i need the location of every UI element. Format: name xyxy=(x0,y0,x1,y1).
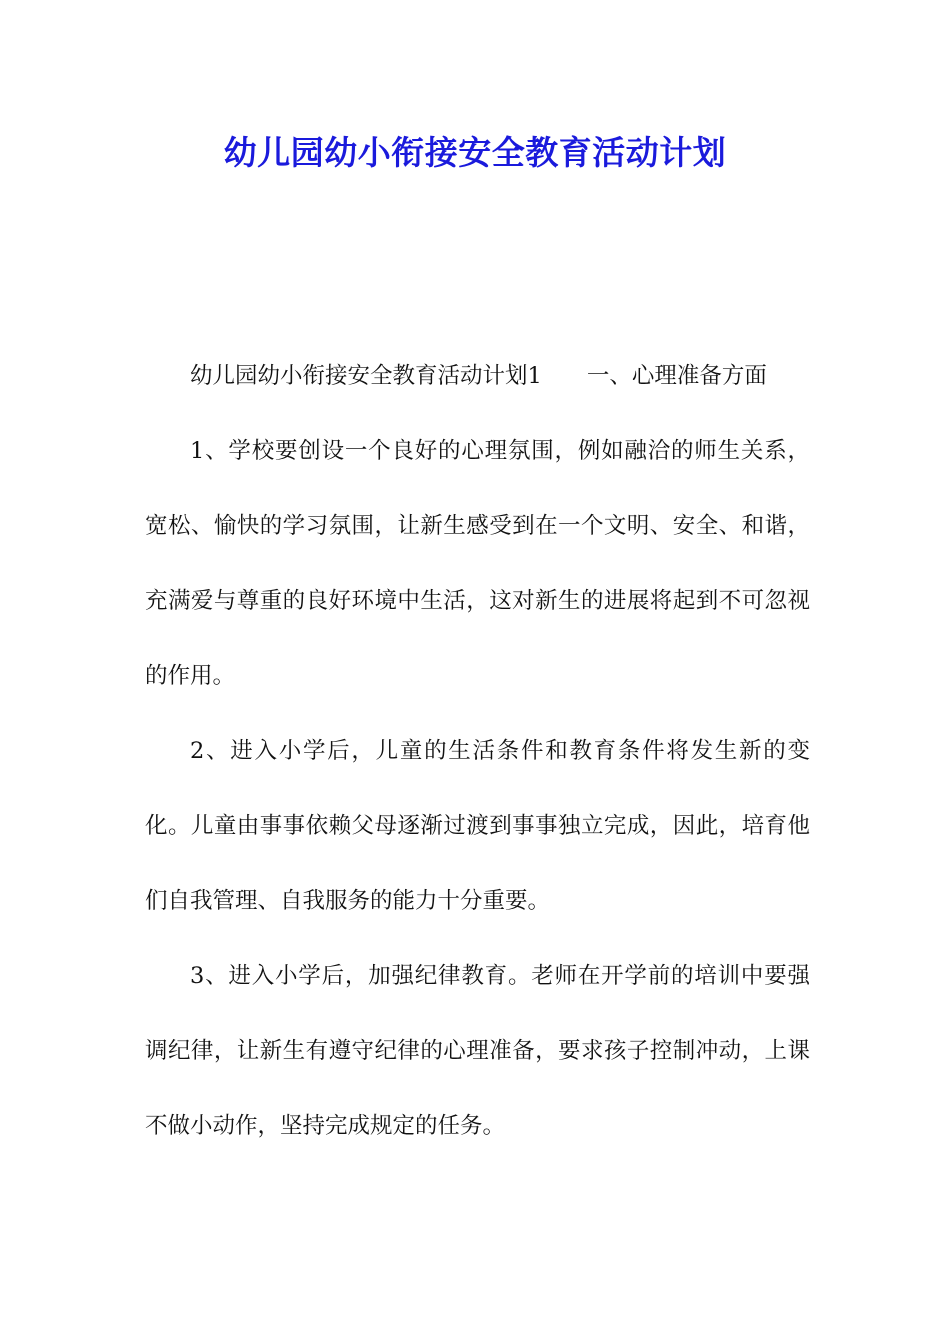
paragraph-item-1: 1、学校要创设一个良好的心理氛围，例如融洽的师生关系，宽松、愉快的学习氛围，让新生感受到在一个文明、安全、和谐，充满爱与尊重的良好环境中生活，这对新生的进展将起到不可忽视的作用。 xyxy=(145,438,810,689)
document-body xyxy=(145,339,810,1164)
paragraph-intro: 幼儿园幼小衔接安全教育活动计划1 一、心理准备方面 xyxy=(190,363,767,389)
document-title: 幼儿园幼小衔接安全教育活动计划 xyxy=(223,133,727,172)
paragraph-item-2: 2、进入小学后，儿童的生活条件和教育条件将发生新的变化。儿童由事事依赖父母逐渐过渡到事事独立完成，因此，培育他们自我管理、自我服务的能力十分重要。 xyxy=(145,738,810,914)
paragraph-item-3: 3、进入小学后，加强纪律教育。老师在开学前的培训中要强调纪律，让新生有遵守纪律的心理准备，要求孩子控制冲动，上课不做小动作，坚持完成规定的任务。 xyxy=(145,963,810,1139)
